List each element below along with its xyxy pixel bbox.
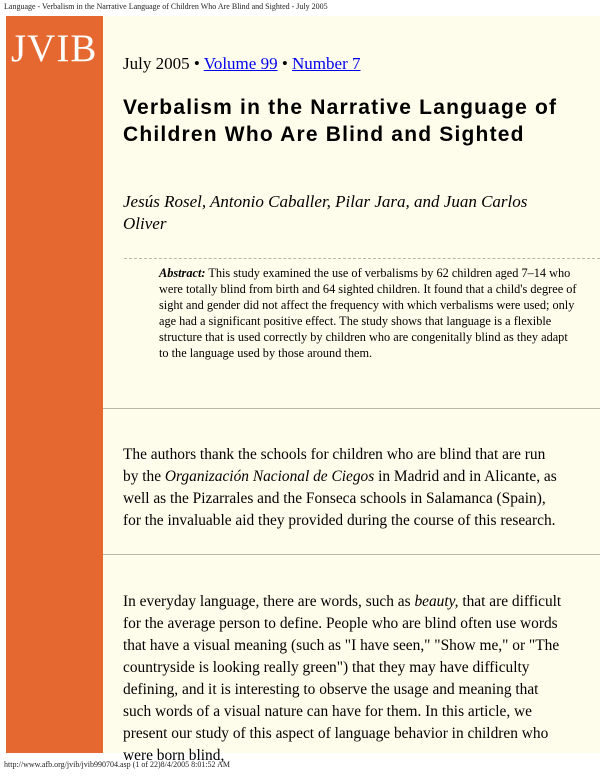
print-header: Language - Verbalism in the Narrative Language of Children Who Are Blind and Sighted - July 2005 [4, 2, 328, 11]
abstract-label: Abstract: [159, 266, 206, 280]
intro-text-end: that are difficult for the average person to define. People who are blind often use words that have a visual meaning (such as "I have seen," "Show me," or "The countryside is looking really green") that they may have difficulty defining, and it is interesting to observe the usage and meaning that such words of a visual nature can have for them. In this article, we present our study of this aspect of language behavior in children who were born blind, [123, 593, 562, 764]
acknowledgment-text-end: in Madrid and in Alicante, as well as the Pizarrales and the Fonseca schools in Salamanca (Spain), for the invaluable aid they provided during the course of this research. [123, 468, 557, 529]
number-link[interactable]: Number 7 [292, 54, 361, 73]
issue-separator: • [189, 54, 204, 73]
divider-abstract-top [124, 258, 600, 259]
jvib-logo: JVIB [11, 27, 98, 70]
divider-acknowledgment [103, 554, 600, 555]
article-authors: Jesús Rosel, Antonio Caballer, Pilar Jara, and Juan Carlos Oliver [123, 192, 528, 233]
intro-paragraph [123, 591, 563, 767]
article-page [6, 16, 600, 764]
divider-abstract-bottom [103, 408, 600, 409]
abstract [159, 265, 577, 361]
intro-text-start: In everyday language, there are words, such as [123, 593, 415, 610]
acknowledgment-text-start: The authors thank the schools for children who are blind that are run by the [123, 446, 546, 485]
acknowledgment-paragraph [123, 444, 563, 532]
brand-sidebar [6, 16, 103, 753]
issue-separator: • [277, 54, 293, 73]
issue-date: July 2005 [123, 54, 190, 73]
abstract-text: This study examined the use of verbalisms by 62 children aged 7–14 who were totally blind from birth and 64 sighted children. It found that a child's degree of sight and gender did not affect the frequency with which verbalisms were used; only age had a significant positive effect. The study shows that language is a flexible structure that is used correctly by children who are congenitally blind as they adapt to the language used by those around them. [159, 266, 577, 360]
intro-example-word: beauty, [414, 593, 459, 610]
volume-link[interactable]: Volume 99 [203, 54, 278, 73]
issue-line [123, 54, 361, 74]
article-title: Verbalism in the Narrative Language of Children Who Are Blind and Sighted [123, 96, 558, 146]
organization-name: Organización Nacional de Ciegos [164, 468, 375, 485]
print-footer: http://www.afb.org/jvib/jvib990704.asp (1 of 22)8/4/2005 8:01:52 AM [4, 760, 230, 769]
